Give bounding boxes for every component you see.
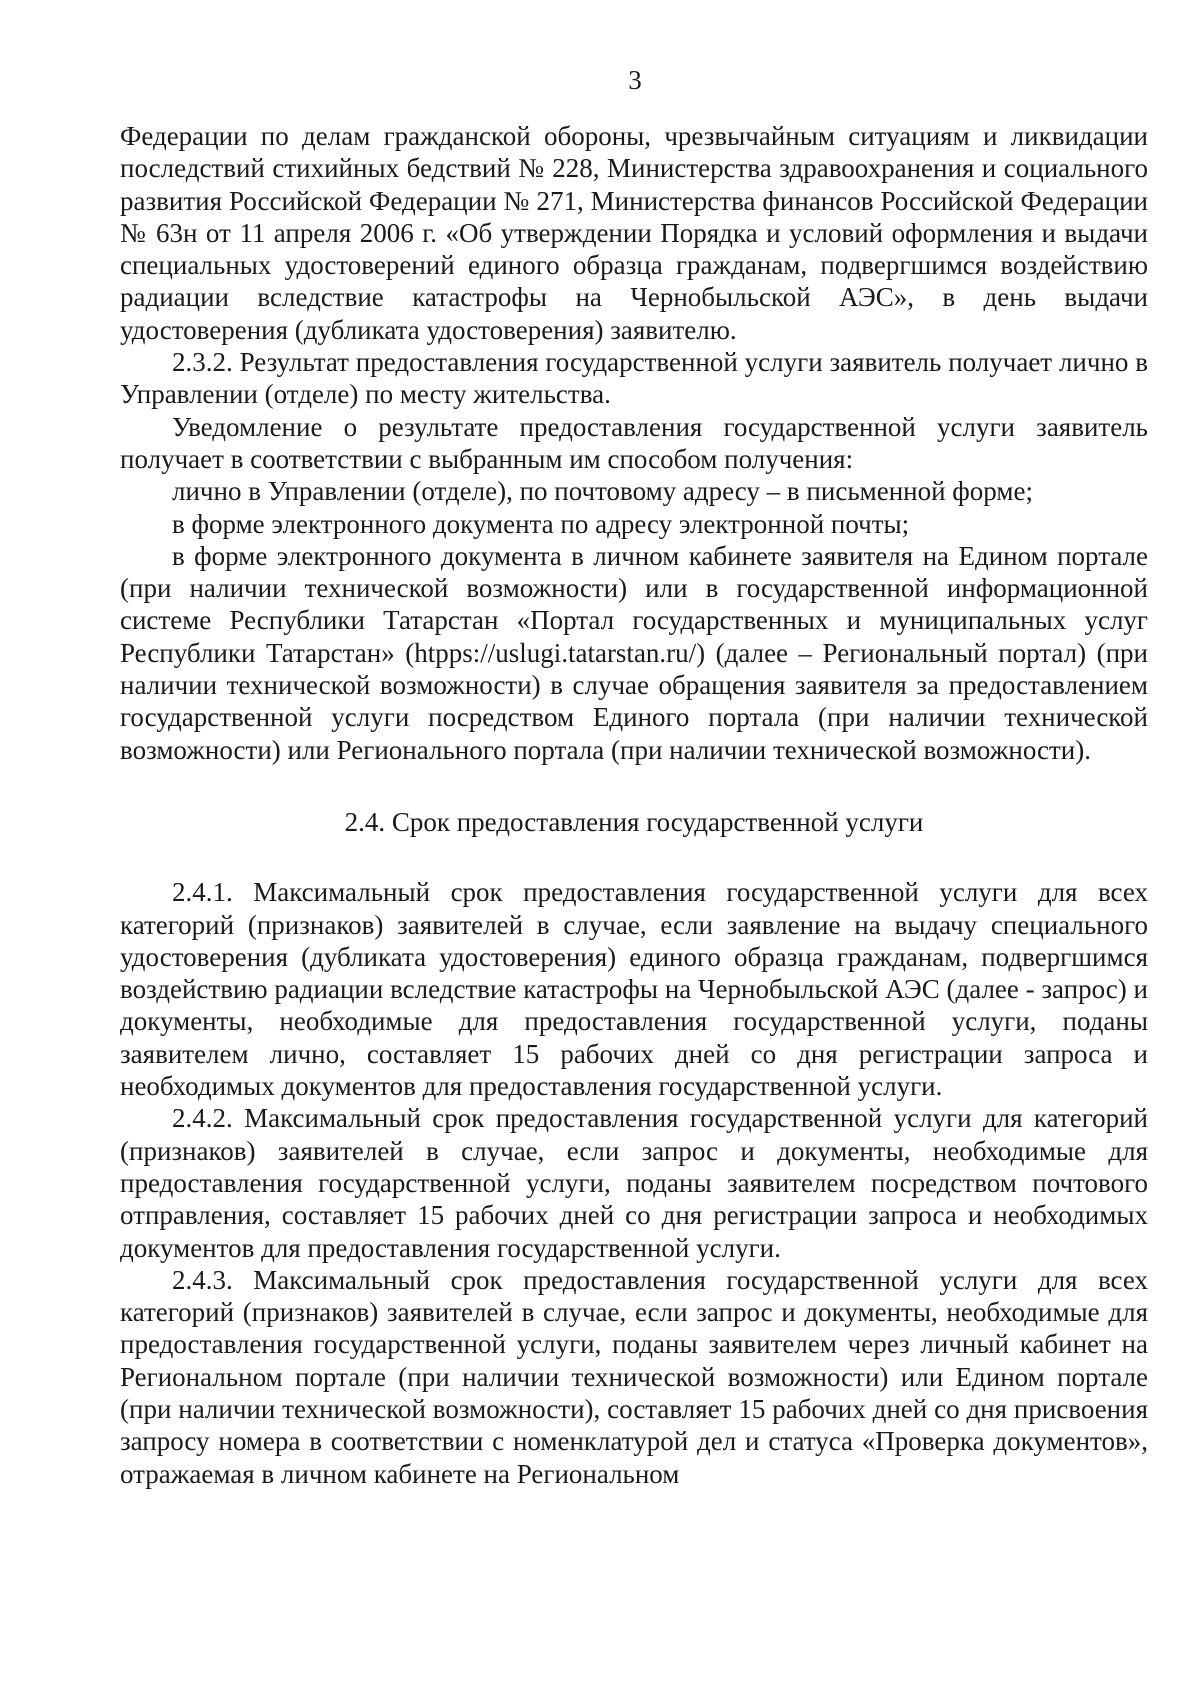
paragraph-continuation: Федерации по делам гражданской обороны, чрезвычайным ситуациям и ликвидации последствий стихийных бедствий № 228, Министерства здравоохранения и социального развития Российской Федерации № 271, Министерства финансов Российской Федерации № 63н от 11 апреля 2006 г. «Об утверждении Порядка и условий оформления и выдачи специальных удостоверений единого образца гражданам, подвергшимся воздействию радиации вследствие катастрофы на Чернобыльской АЭС», в день выдачи удостоверения (дубликата удостоверения) заявителю.: [120, 121, 1148, 345]
page-number: 3: [628, 65, 642, 95]
paragraph-in-person: лично в Управлении (отделе), по почтовому адресу – в письменной форме;: [172, 476, 1033, 507]
paragraph-2-4-2: 2.4.2. Максимальный срок предоставления государственной услуги для категорий (признаков) заявителей в случае, если запрос и документы, необходимые для предоставления государственной услуги, поданы заявителем посредством почтового отправления, составляет 15 рабочих дней со дня регистрации запроса и необходимых документов для предоставления государственной услуги.: [120, 1103, 1148, 1263]
paragraph-notification: Уведомление о результате предоставления государственной услуги заявитель получает в соответствии с выбранным им способом получения:: [120, 411, 1148, 474]
paragraph-portal: в форме электронного документа в личном кабинете заявителя на Едином портале (при наличии технической возможности) или в государственной информационной системе Республики Татарстан «Портал государственных и муниципальных услуг Республики Татарстан» (htpps://uslugi.tatarstan.ru/) (далее – Региональный портал) (при наличии технической возможности) в случае обращения заявителя за предоставлением государственной услуги посредством Единого портала (при наличии технической возможности) или Регионального портала (при наличии технической возможности).: [120, 540, 1148, 765]
paragraph-2-4-1: 2.4.1. Максимальный срок предоставления государственной услуги для всех категорий (признаков) заявителей в случае, если заявление на выдачу специального удостоверения (дубликата удостоверения) единого образца гражданам, подвергшимся воздействию радиации вследствие катастрофы на Чернобыльской АЭС (далее - запрос) и документы, необходимые для предоставления государственной услуги, поданы заявителем лично, составляет 15 рабочих дней со дня регистрации запроса и необходимых документов для предоставления государственной услуги.: [120, 877, 1148, 1102]
paragraph-2-3-2: 2.3.2. Результат предоставления государственной услуги заявитель получает лично в Управлении (отделе) по месту жительства.: [120, 347, 1148, 410]
section-heading: 2.4. Срок предоставления государственной услуги: [344, 806, 924, 837]
paragraph-2-4-3: 2.4.3. Максимальный срок предоставления государственной услуги для всех категорий (признаков) заявителей в случае, если запрос и документы, необходимые для предоставления государственной услуги, поданы заявителем через личный кабинет на Региональном портале (при наличии технической возможности) или Едином портале (при наличии технической возможности), составляет 15 рабочих дней со дня присвоения запросу номера в соответствии с номенклатурой дел и статуса «Проверка документов», отражаемая в личном кабинете на Региональном: [120, 1264, 1148, 1489]
paragraph-email: в форме электронного документа по адресу электронной почты;: [172, 508, 910, 539]
document-body: [120, 120, 1148, 1490]
